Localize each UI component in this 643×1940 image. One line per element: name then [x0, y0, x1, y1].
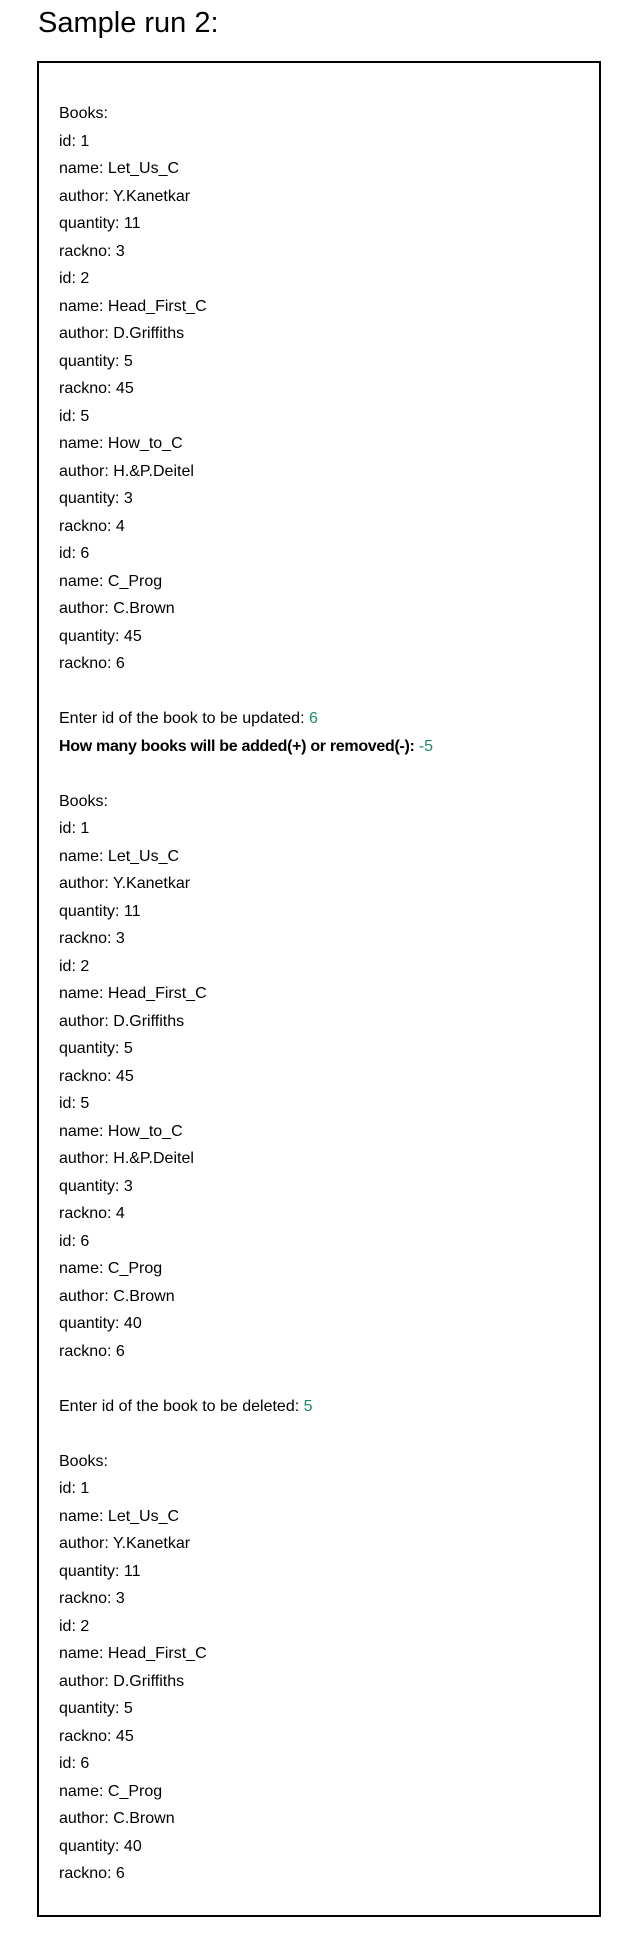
books-listing-initial: [59, 100, 579, 678]
books-label: Books:: [59, 105, 108, 122]
book-rackno: rackno: 6: [59, 1342, 125, 1360]
update-quantity-input-value: -5: [418, 737, 433, 755]
book-author: author: H.&P.Deitel: [59, 462, 194, 480]
book-rackno: rackno: 3: [59, 1590, 125, 1607]
book-author: author: H.&P.Deitel: [59, 1150, 194, 1167]
blank-line: [59, 1365, 579, 1393]
book-author: author: D.Griffiths: [59, 1672, 185, 1690]
book-author: author: D.Griffiths: [59, 1012, 185, 1030]
book-record: [59, 1475, 579, 1613]
book-rackno: rackno: 4: [59, 517, 125, 535]
book-record: [59, 1750, 579, 1888]
book-quantity: quantity: 11: [59, 902, 141, 920]
book-rackno: rackno: 3: [59, 242, 125, 260]
book-name: name: C_Prog: [59, 572, 163, 590]
delete-id-input-value: 5: [303, 1397, 313, 1415]
book-author: author: Y.Kanetkar: [59, 1535, 191, 1552]
book-author: author: Y.Kanetkar: [59, 875, 191, 892]
book-id: id: 6: [59, 1755, 90, 1772]
book-id: id: 1: [59, 820, 90, 837]
book-id: id: 2: [59, 270, 90, 287]
book-rackno: rackno: 45: [59, 1067, 134, 1085]
book-rackno: rackno: 6: [59, 1865, 125, 1882]
book-author: author: C.Brown: [59, 1287, 175, 1305]
book-quantity: quantity: 3: [59, 490, 133, 507]
book-quantity: quantity: 40: [59, 1315, 142, 1332]
book-record: [59, 1613, 579, 1751]
blank-line: [59, 678, 579, 706]
books-label: Books:: [59, 1452, 108, 1470]
book-author: author: C.Brown: [59, 1810, 175, 1827]
delete-id-prompt-text: Enter id of the book to be deleted:: [59, 1397, 304, 1415]
book-rackno: rackno: 4: [59, 1205, 125, 1222]
book-id: id: 1: [59, 132, 90, 150]
update-quantity-prompt: [59, 733, 579, 761]
book-quantity: quantity: 11: [59, 1562, 141, 1580]
book-record: [59, 1090, 579, 1228]
book-id: id: 2: [59, 1617, 90, 1635]
book-name: name: Let_Us_C: [59, 1507, 180, 1525]
book-quantity: quantity: 5: [59, 352, 133, 370]
book-name: name: C_Prog: [59, 1782, 163, 1800]
update-quantity-prompt-text: How many books will be added(+) or removed(-):: [59, 737, 419, 755]
book-record: [59, 815, 579, 953]
book-record: [59, 403, 579, 541]
book-record: [59, 265, 579, 403]
book-quantity: quantity: 40: [59, 1837, 142, 1855]
blank-line: [59, 760, 579, 788]
book-quantity: quantity: 3: [59, 1177, 133, 1195]
books-listing-after-update: [59, 788, 579, 1366]
update-id-input-value: 6: [308, 710, 318, 727]
book-name: name: Let_Us_C: [59, 160, 180, 177]
book-name: name: Head_First_C: [59, 985, 207, 1002]
book-rackno: rackno: 3: [59, 930, 125, 947]
book-quantity: quantity: 5: [59, 1700, 133, 1717]
book-author: author: Y.Kanetkar: [59, 187, 191, 205]
books-listing-after-delete: [59, 1448, 579, 1888]
book-record: [59, 953, 579, 1091]
book-name: name: How_to_C: [59, 1122, 183, 1140]
delete-id-prompt: [59, 1393, 579, 1421]
page-title: Sample run 2:: [38, 7, 219, 39]
book-id: id: 1: [59, 1480, 90, 1497]
book-name: name: Let_Us_C: [59, 847, 180, 865]
book-id: id: 5: [59, 1095, 90, 1112]
book-record: [59, 540, 579, 678]
book-rackno: rackno: 45: [59, 380, 134, 397]
book-rackno: rackno: 6: [59, 655, 125, 672]
books-label: Books:: [59, 792, 108, 810]
book-quantity: quantity: 45: [59, 627, 142, 645]
update-id-prompt-text: Enter id of the book to be updated:: [59, 710, 309, 727]
book-record: [59, 128, 579, 266]
book-id: id: 5: [59, 407, 90, 425]
update-id-prompt: [59, 705, 579, 733]
book-name: name: Head_First_C: [59, 1645, 207, 1662]
console-output-box: [37, 61, 601, 1917]
book-author: author: D.Griffiths: [59, 325, 185, 342]
book-name: name: C_Prog: [59, 1260, 163, 1277]
console-output: [59, 100, 579, 1888]
book-name: name: Head_First_C: [59, 297, 207, 315]
book-id: id: 2: [59, 957, 90, 975]
book-name: name: How_to_C: [59, 435, 183, 452]
book-quantity: quantity: 11: [59, 215, 141, 232]
book-quantity: quantity: 5: [59, 1040, 133, 1057]
book-id: id: 6: [59, 545, 90, 562]
book-id: id: 6: [59, 1232, 90, 1250]
book-rackno: rackno: 45: [59, 1727, 134, 1745]
blank-line: [59, 1420, 579, 1448]
book-record: [59, 1228, 579, 1366]
book-author: author: C.Brown: [59, 600, 175, 617]
